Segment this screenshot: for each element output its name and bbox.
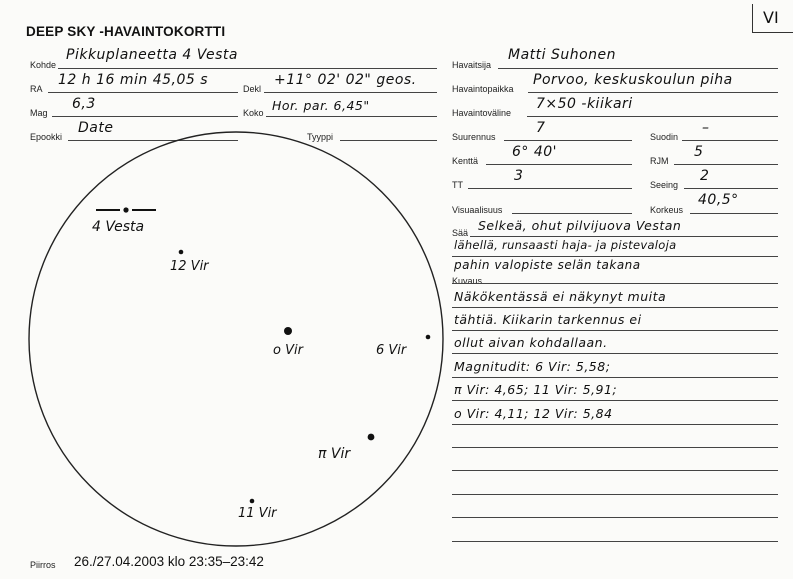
ra-label: RA bbox=[30, 84, 43, 94]
label-12-vir: 12 Vir bbox=[170, 259, 209, 274]
dekl-value: +11° 02' 02" geos. bbox=[274, 72, 417, 88]
tt-label: TT bbox=[452, 180, 463, 190]
kentta-value: 6° 40' bbox=[512, 144, 558, 160]
kuvaus-text-1: Näkökentässä ei näkynyt muita bbox=[454, 289, 667, 304]
suurennus-label: Suurennus bbox=[452, 132, 496, 142]
paikka-label: Havaintopaikka bbox=[452, 84, 514, 94]
korkeus-label: Korkeus bbox=[650, 205, 684, 215]
seeing-label: Seeing bbox=[650, 180, 679, 190]
ra-value: 12 h 16 min 45,05 s bbox=[58, 72, 209, 88]
label-6-vir: 6 Vir bbox=[376, 343, 407, 358]
saa-text-2: lähellä, runsaasti haja- ja pistevaloja bbox=[454, 238, 677, 252]
saa-label: Sää bbox=[452, 228, 469, 238]
star-pi-vir bbox=[368, 434, 375, 441]
kuvaus-label: Kuvaus bbox=[452, 276, 483, 286]
epookki-value: Date bbox=[78, 120, 114, 136]
piirros-label: Piirros bbox=[30, 560, 56, 570]
label-vesta: 4 Vesta bbox=[92, 219, 145, 235]
epookki-label: Epookki bbox=[30, 132, 63, 142]
label-11-vir: 11 Vir bbox=[238, 506, 277, 521]
saa-text-3: pahin valopiste selän takana bbox=[454, 258, 641, 272]
mag-label: Mag bbox=[30, 108, 48, 118]
kuvaus-text-6: o Vir: 4,11; 12 Vir: 5,84 bbox=[454, 406, 613, 421]
corner-mark: VI bbox=[763, 8, 779, 27]
kohde-value: Pikkuplaneetta 4 Vesta bbox=[66, 47, 238, 63]
kuvaus-text-3: ollut aivan kohdallaan. bbox=[454, 335, 608, 350]
label-pi-vir: π Vir bbox=[318, 446, 351, 462]
kuvaus-text-5: π Vir: 4,65; 11 Vir: 5,91; bbox=[454, 382, 618, 397]
koko-value: Hor. par. 6,45" bbox=[272, 98, 370, 113]
visuaalisuus-label: Visuaalisuus bbox=[452, 205, 503, 215]
paikka-value: Porvoo, keskuskoulun piha bbox=[533, 72, 733, 88]
suodin-label: Suodin bbox=[650, 132, 679, 142]
kentta-label: Kenttä bbox=[452, 156, 479, 166]
rjm-value: 5 bbox=[694, 144, 704, 160]
tyyppi-label: Tyyppi bbox=[307, 132, 334, 142]
field-of-view-circle bbox=[29, 132, 443, 546]
label-o-vir: o Vir bbox=[273, 343, 303, 358]
star-o-vir bbox=[284, 327, 292, 335]
star-12-vir bbox=[179, 250, 184, 255]
seeing-value: 2 bbox=[700, 168, 710, 184]
card-title: DEEP SKY -HAVAINTOKORTTI bbox=[26, 24, 226, 39]
mag-value: 6,3 bbox=[72, 96, 96, 112]
drawing-date: 26./27.04.2003 klo 23:35–23:42 bbox=[74, 554, 264, 569]
saa-text-1: Selkeä, ohut pilvijuova Vestan bbox=[478, 218, 682, 233]
koko-label: Koko bbox=[243, 108, 264, 118]
star-vesta bbox=[123, 207, 128, 212]
suurennus-value: 7 bbox=[536, 120, 546, 136]
valine-value: 7×50 -kiikari bbox=[536, 96, 633, 112]
suodin-value: – bbox=[702, 120, 710, 136]
havaitsija-label: Havaitsija bbox=[452, 60, 492, 70]
kohde-label: Kohde bbox=[30, 60, 57, 70]
kuvaus-text-4: Magnitudit: 6 Vir: 5,58; bbox=[454, 359, 611, 374]
dekl-label: Dekl bbox=[243, 84, 262, 94]
havaitsija-value: Matti Suhonen bbox=[508, 47, 617, 63]
rjm-label: RJM bbox=[650, 156, 669, 166]
tt-value: 3 bbox=[514, 168, 524, 184]
star-6-vir bbox=[426, 335, 431, 340]
valine-label: Havaintoväline bbox=[452, 108, 512, 118]
kuvaus-text-2: tähtiä. Kiikarin tarkennus ei bbox=[454, 312, 642, 327]
star-11-vir bbox=[250, 499, 255, 504]
korkeus-value: 40,5° bbox=[698, 192, 739, 208]
